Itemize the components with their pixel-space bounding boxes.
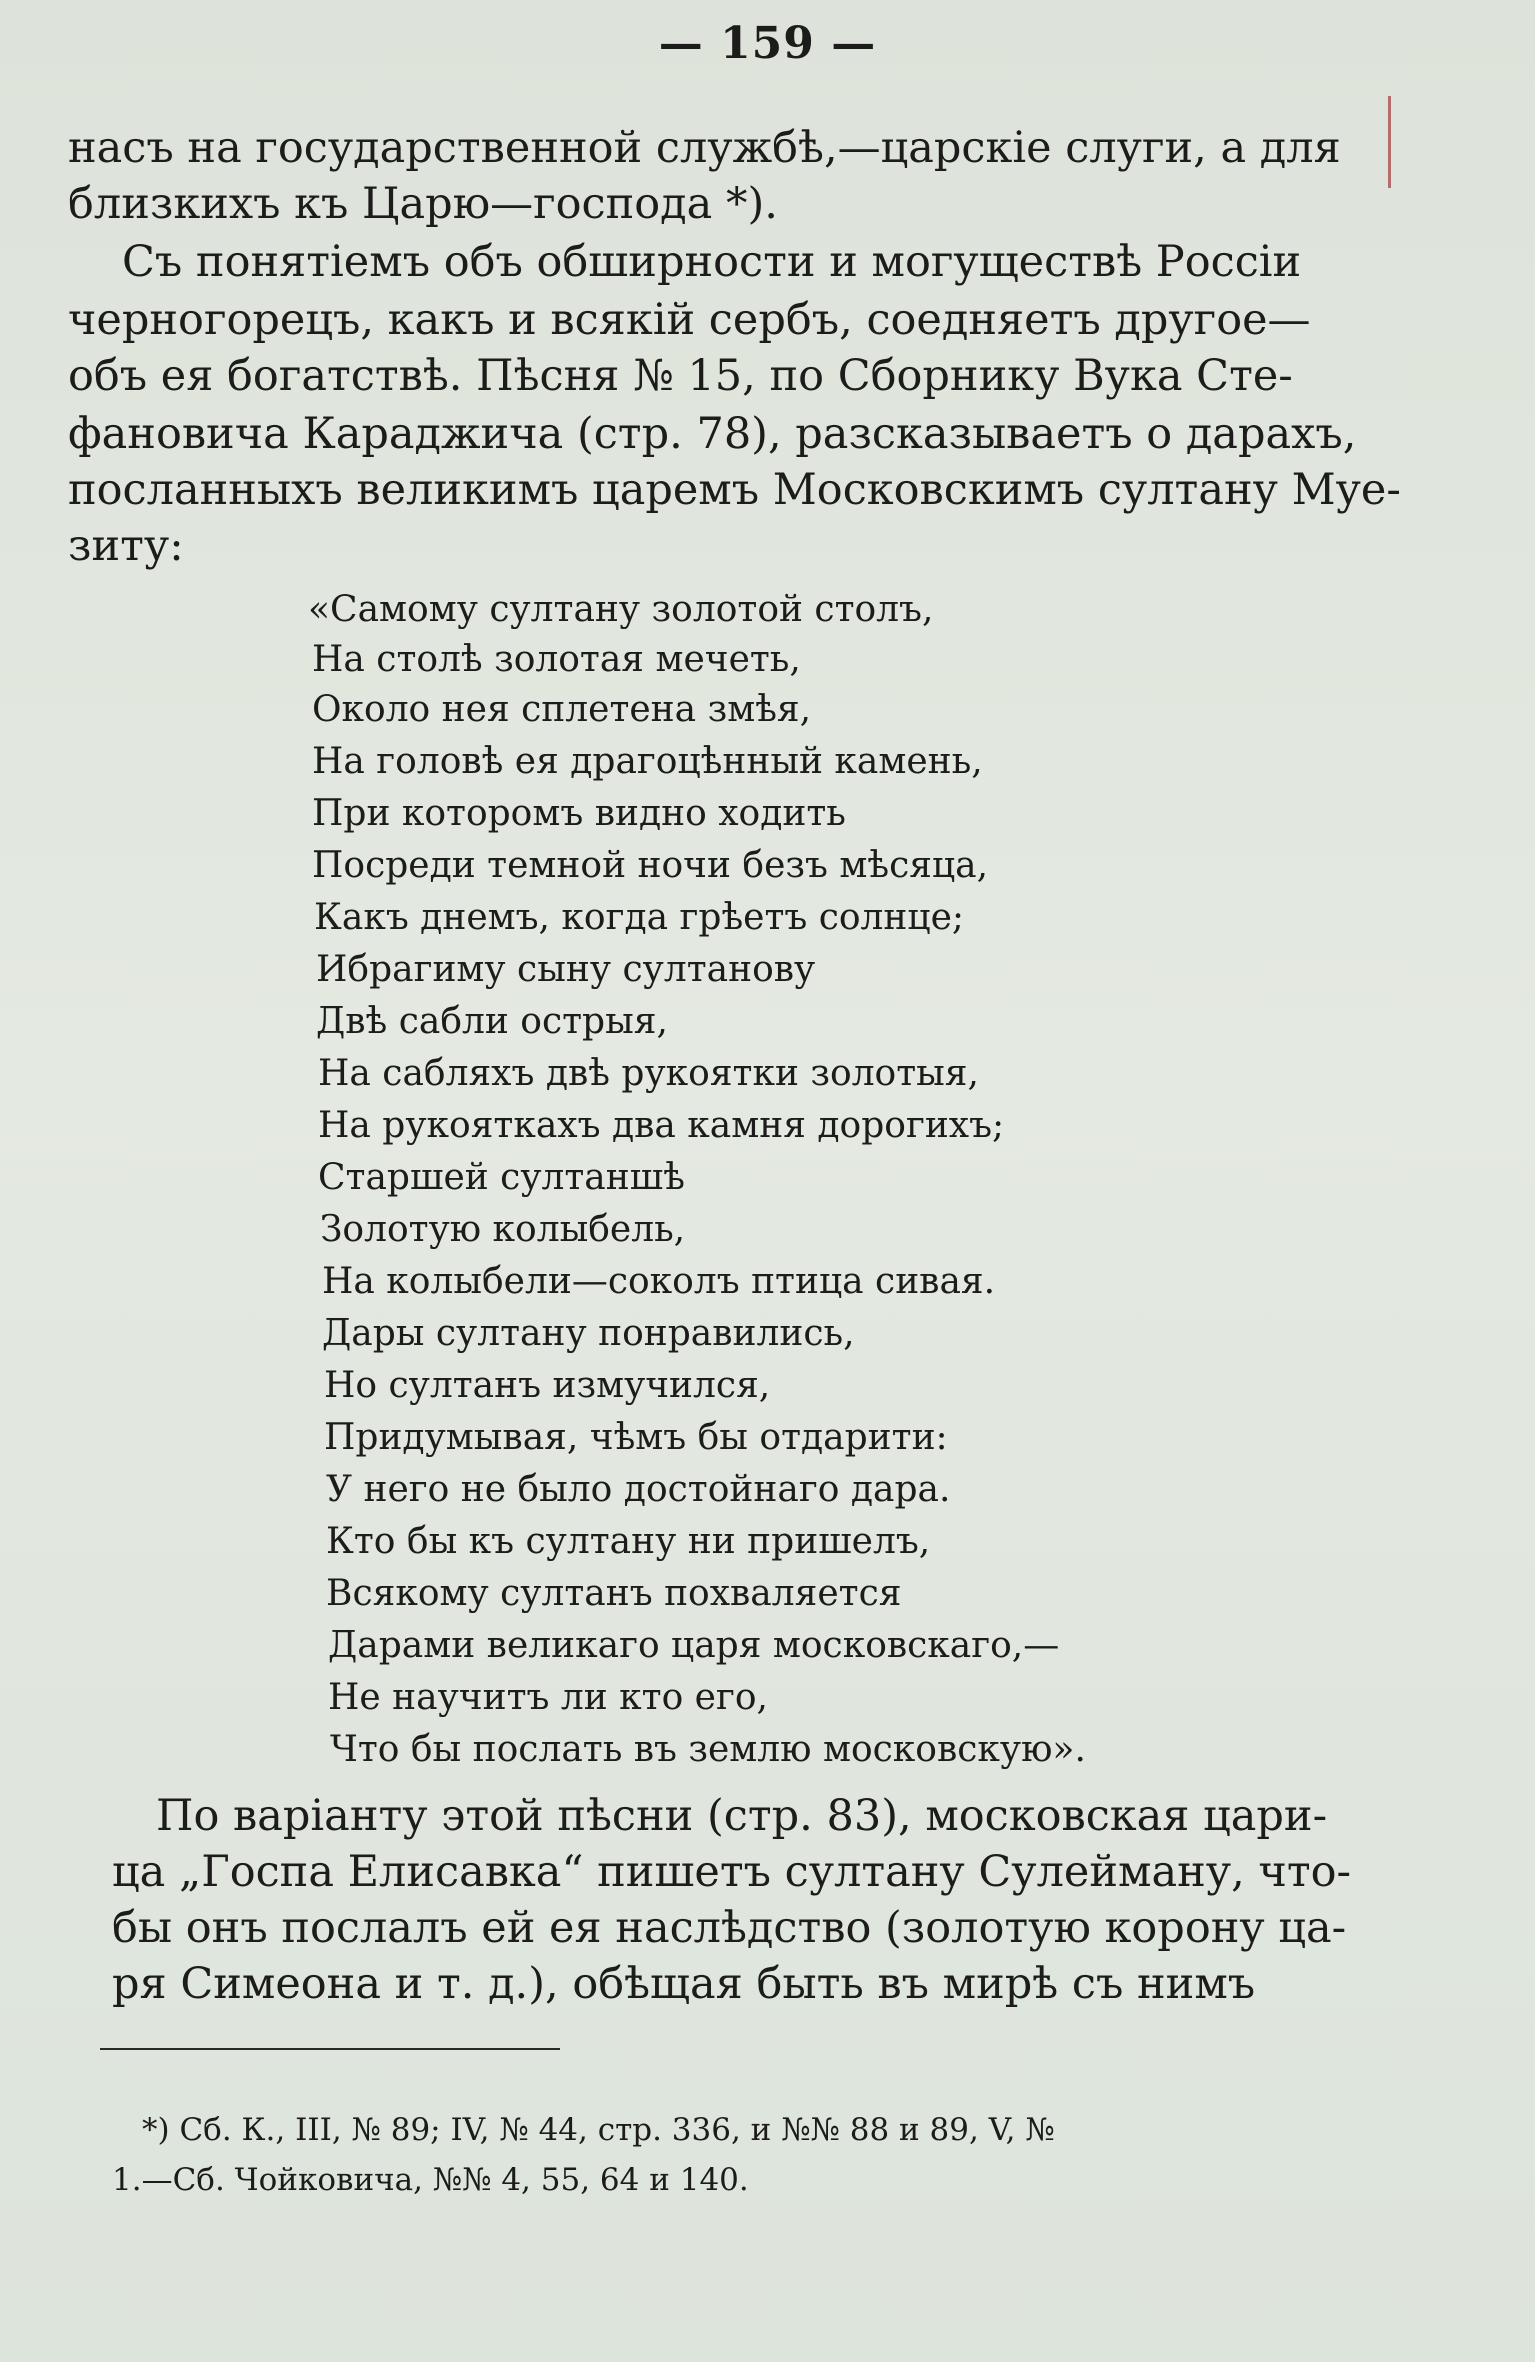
verse-line: Старшей султаншѣ [318,1157,685,1198]
prose-line: черногорецъ, какъ и всякій сербъ, соедняетъ другое— [68,295,1311,345]
footnote-line: 1.—Сб. Чойковича, №№ 4, 55, 64 и 140. [112,2162,749,2198]
prose-line: посланныхъ великимъ царемъ Московскимъ султану Муе- [68,465,1401,515]
verse-line: На сабляхъ двѣ рукоятки золотыя, [318,1053,979,1094]
verse-line: Но султанъ измучился, [324,1365,771,1406]
verse-line: «Самому султану золотой столъ, [308,589,934,630]
footnote-rule [100,2048,560,2050]
prose-line: насъ на государственной службѣ,—царскіе слуги, а для [68,123,1341,173]
verse-line: У него не было достойнаго дара. [326,1469,951,1510]
verse-line: Придумывая, чѣмъ бы отдарити: [324,1417,948,1458]
prose-line: ца „Госпа Елисавка“ пишетъ султану Сулейману, что- [112,1847,1352,1897]
prose-line: объ ея богатствѣ. Пѣсня № 15, по Сборнику Вука Сте- [68,351,1293,401]
verse-line: На головѣ ея драгоцѣнный камень, [312,741,983,782]
prose-line: бы онъ послалъ ей ея наслѣдство (золотую корону ца- [112,1903,1347,1953]
prose-line: зиту: [68,521,184,571]
verse-line: При которомъ видно ходить [312,793,846,834]
prose-line: По варіанту этой пѣсни (стр. 83), московская цари- [156,1791,1328,1841]
prose-line: ря Симеона и т. д.), обѣщая быть въ мирѣ съ нимъ [112,1959,1256,2009]
verse-line: На столѣ золотая мечеть, [312,639,801,680]
verse-line: Всякому султанъ похваляется [326,1573,902,1614]
verse-line: Кто бы къ султану ни пришелъ, [326,1521,931,1562]
verse-line: Двѣ сабли острыя, [316,1001,668,1042]
margin-pencil-mark [1388,96,1391,188]
verse-line: Около нея сплетена змѣя, [312,689,812,730]
prose-line: Съ понятіемъ объ обширности и могуществѣ Россіи [122,237,1302,287]
prose-line: близкихъ къ Царю—господа *). [68,179,778,229]
verse-line: Дарами великаго царя московскаго,— [328,1625,1060,1666]
verse-line: Что бы послать въ землю московскую». [330,1729,1086,1770]
verse-line: Посреди темной ночи безъ мѣсяца, [312,845,989,886]
prose-line: фановича Караджича (стр. 78), разсказываетъ о дарахъ, [68,409,1357,459]
verse-line: Золотую колыбель, [320,1209,686,1250]
footnote-line: *) Сб. К., III, № 89; IV, № 44, стр. 336, и №№ 88 и 89, V, № [142,2112,1055,2148]
verse-line: Какъ днемъ, когда грѣетъ солнце; [314,897,965,938]
verse-line: На колыбели—соколъ птица сивая. [322,1261,996,1302]
verse-line: На рукояткахъ два камня дорогихъ; [318,1105,1005,1146]
verse-line: Дары султану понравились, [322,1313,855,1354]
verse-line: Не научитъ ли кто его, [328,1677,768,1718]
page-number: — 159 — [658,18,877,69]
verse-line: Ибрагиму сыну султанову [316,949,816,990]
